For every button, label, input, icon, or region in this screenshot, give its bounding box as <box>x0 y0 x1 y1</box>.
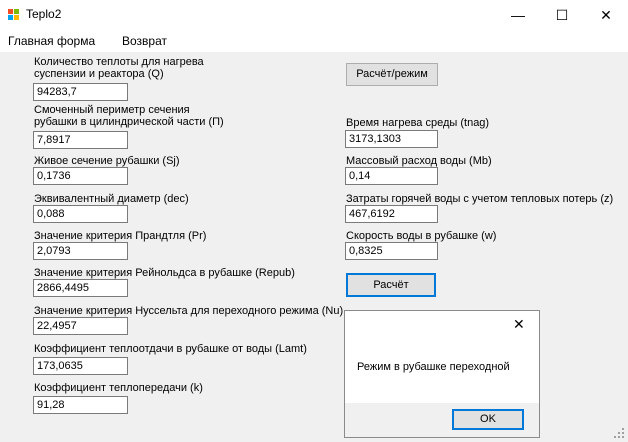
menu-item-return[interactable]: Возврат <box>122 34 167 48</box>
w-label: Скорость воды в рубашке (w) <box>346 230 497 242</box>
window-title: Teplo2 <box>26 7 62 21</box>
q-field[interactable]: 94283,7 <box>33 83 128 101</box>
repub-label: Значение критерия Рейнольдса в рубашке (Repub) <box>34 267 295 279</box>
nu-label: Значение критерия Нуссельта для переходного режима (Nu) <box>34 305 344 317</box>
pr-field[interactable]: 2,0793 <box>33 242 128 260</box>
lamt-field[interactable]: 173,0635 <box>33 357 128 375</box>
menu-bar <box>0 30 628 52</box>
repub-field[interactable]: 2866,4495 <box>33 279 128 297</box>
calc-mode-button[interactable]: Расчёт/режим <box>346 63 438 86</box>
maximize-icon: ☐ <box>555 7 569 23</box>
tnag-field[interactable]: 3173,1303 <box>345 130 438 148</box>
resize-grip[interactable] <box>614 428 624 438</box>
z-field[interactable]: 467,6192 <box>345 205 438 223</box>
k-field[interactable]: 91,28 <box>33 396 128 414</box>
lamt-label: Коэффициент теплоотдачи в рубашке от воды (Lamt) <box>34 343 307 355</box>
message-dialog <box>344 310 540 438</box>
minimize-button[interactable] <box>496 0 540 30</box>
perimeter-field[interactable]: 7,8917 <box>33 131 128 149</box>
pr-label: Значение критерия Прандтля (Pr) <box>34 230 207 242</box>
dec-field[interactable]: 0,088 <box>33 205 128 223</box>
dec-label: Эквивалентный диаметр (dec) <box>34 193 189 205</box>
dialog-close-button[interactable] <box>513 316 525 333</box>
sj-label: Живое сечение рубашки (Sj) <box>34 155 180 167</box>
ok-button[interactable]: OK <box>452 409 524 430</box>
close-icon: ✕ <box>600 7 612 23</box>
nu-field[interactable]: 22,4957 <box>33 317 128 335</box>
minimize-icon: — <box>511 7 525 23</box>
calc-button[interactable]: Расчёт <box>346 273 436 297</box>
tnag-label: Время нагрева среды (tnag) <box>346 117 490 129</box>
sj-field[interactable]: 0,1736 <box>33 167 128 185</box>
mb-field[interactable]: 0,14 <box>345 167 438 185</box>
q-label: Количество теплоты для нагрева суспензии и реактора (Q) <box>34 56 204 80</box>
k-label: Коэффициент теплопередачи (k) <box>34 382 203 394</box>
dialog-message: Режим в рубашке переходной <box>357 361 510 373</box>
close-button[interactable] <box>584 0 628 30</box>
title-bar <box>0 0 628 30</box>
w-field[interactable]: 0,8325 <box>345 242 438 260</box>
dialog-close-icon: ✕ <box>513 316 525 332</box>
perimeter-label: Смоченный периметр сечения рубашки в цилиндрической части (П) <box>34 104 224 128</box>
menu-item-main-form[interactable]: Главная форма <box>8 34 96 48</box>
maximize-button[interactable] <box>540 0 584 30</box>
dialog-footer <box>345 403 539 437</box>
app-icon <box>8 9 20 21</box>
z-label: Затраты горячей воды с учетом тепловых потерь (z) <box>346 193 614 205</box>
mb-label: Массовый расход воды (Mb) <box>346 155 492 167</box>
